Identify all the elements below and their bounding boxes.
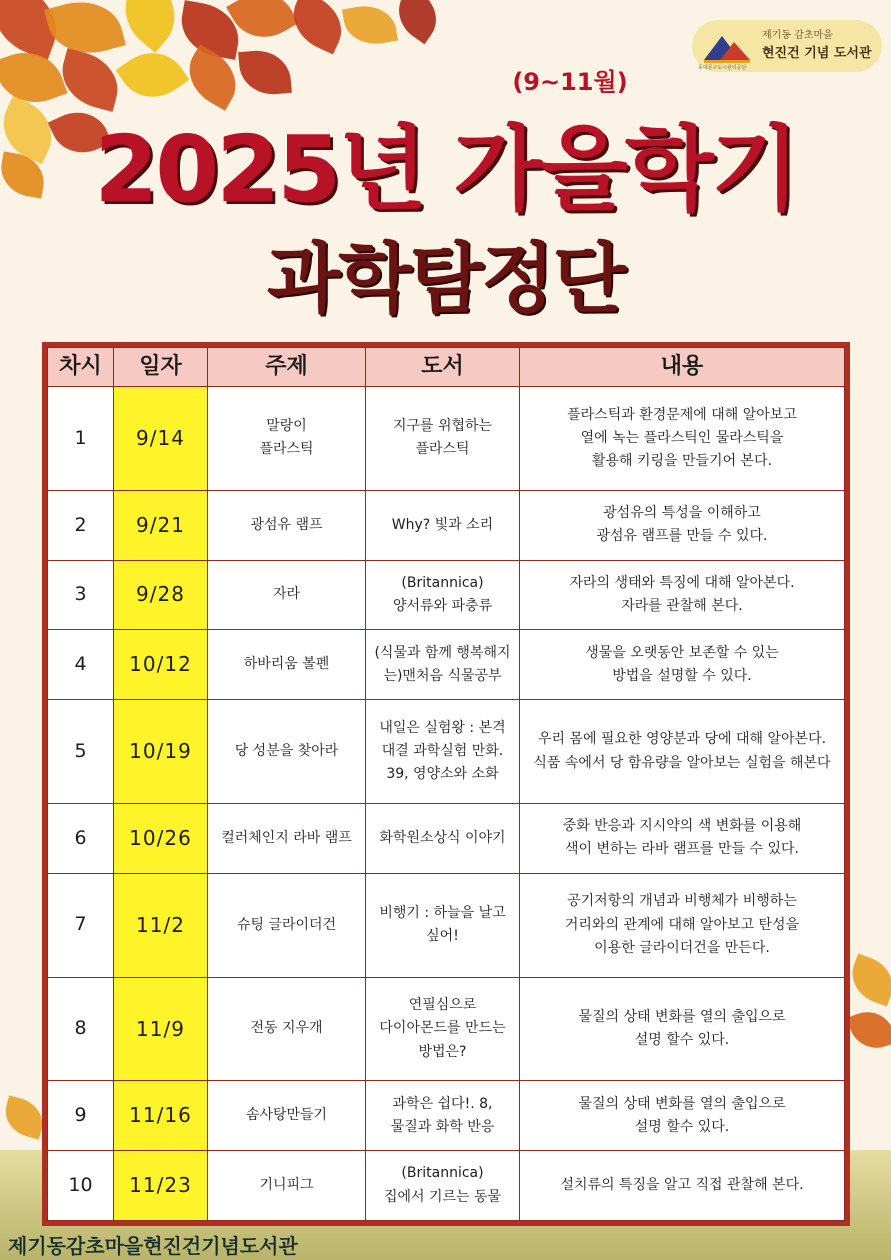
session-date: 9/14 [114, 387, 208, 491]
session-book-line: 지구를 위협하는 [392, 418, 493, 435]
leaf [845, 954, 891, 1007]
library-logo [692, 14, 882, 72]
header-date: 일자 [114, 348, 208, 387]
session-number: 4 [48, 630, 114, 700]
session-date: 10/26 [114, 803, 208, 873]
session-content [520, 560, 845, 630]
session-content-line: 광섬유 램프를 만들 수 있다. [596, 528, 768, 545]
session-date: 11/16 [114, 1081, 208, 1151]
session-book [366, 630, 520, 700]
session-content-line: 물질의 상태 변화를 열의 출입으로 [578, 1095, 786, 1112]
session-date: 11/2 [114, 873, 208, 977]
logo-title: 현진건 기념 도서관 [762, 46, 872, 61]
session-content-line: 플라스틱과 환경문제에 대해 알아보고 [567, 406, 797, 423]
session-content [520, 700, 845, 804]
table-row [48, 387, 845, 491]
session-topic [208, 387, 366, 491]
session-content-line: 방법을 설명할 수 있다. [612, 667, 752, 684]
schedule-table [42, 342, 850, 1226]
table-row [48, 1081, 845, 1151]
table-row [48, 560, 845, 630]
header-content: 내용 [520, 348, 845, 387]
session-date: 9/28 [114, 560, 208, 630]
session-content-line: 자라를 관찰해 본다. [621, 597, 743, 614]
session-number: 8 [48, 977, 114, 1081]
table-row [48, 490, 845, 560]
session-content-line: 생물을 오랫동안 보존할 수 있는 [585, 644, 779, 661]
program-title: 과학탐정단 [266, 234, 625, 323]
session-book-line: (식물과 함께 행복해지 [374, 644, 511, 661]
session-topic [208, 1151, 366, 1221]
session-number: 2 [48, 490, 114, 560]
session-content-line: 설치류의 특징을 알고 직접 관찰해 본다. [560, 1177, 804, 1194]
table-header-row [48, 348, 845, 387]
leaf [283, 0, 352, 55]
session-book [366, 490, 520, 560]
session-topic-line: 말랑이 [266, 418, 307, 435]
session-topic [208, 977, 366, 1081]
session-topic-line: 기니피그 [259, 1177, 314, 1194]
session-number: 6 [48, 803, 114, 873]
session-content-line: 활용해 키링을 만들기어 본다. [591, 452, 773, 469]
session-book-line: 내일은 실험왕 : 본격 [379, 719, 506, 736]
session-date: 11/9 [114, 977, 208, 1081]
session-book-line: (Britannica) [401, 574, 484, 591]
table-row [48, 1151, 845, 1221]
session-date: 11/23 [114, 1151, 208, 1221]
session-content [520, 873, 845, 977]
session-book-line: 플라스틱 [415, 441, 470, 458]
session-topic-line: 플라스틱 [259, 441, 314, 458]
session-content [520, 630, 845, 700]
session-topic-line: 당 성분을 찾아라 [234, 742, 339, 759]
session-content [520, 803, 845, 873]
session-book [366, 803, 520, 873]
session-number: 9 [48, 1081, 114, 1151]
session-topic [208, 1081, 366, 1151]
header-session: 차시 [48, 348, 114, 387]
session-book-line: 대결 과학실험 만화. [381, 742, 504, 759]
session-content [520, 1081, 845, 1151]
session-topic-line: 솜사탕만들기 [245, 1107, 328, 1124]
page-title: 2025년 가을학기 [94, 116, 797, 223]
session-content-line: 설명 할수 있다. [634, 1118, 730, 1135]
session-topic-line: 자라 [272, 586, 301, 603]
session-book-line: 양서류와 파충류 [392, 597, 493, 614]
leaf [846, 1004, 891, 1055]
session-book-line: 물질과 화학 반응 [390, 1118, 495, 1135]
session-content [520, 387, 845, 491]
session-content-line: 설명 할수 있다. [634, 1032, 730, 1048]
session-content-line: 이용한 글라이더건을 만든다. [594, 939, 770, 956]
session-book-line: (Britannica) [401, 1165, 484, 1182]
session-book-line: 는)맨처음 식물공부 [383, 667, 502, 684]
session-book-line: 방법은? [418, 1043, 467, 1060]
session-book [366, 977, 520, 1081]
session-topic-line: 슈팅 글라이더건 [236, 916, 337, 933]
session-book [366, 1151, 520, 1221]
session-book-line: Why? 빛과 소리 [391, 516, 494, 533]
session-content [520, 1151, 845, 1221]
session-content-line: 자라의 생태와 특징에 대해 알아본다. [569, 574, 795, 591]
session-topic [208, 490, 366, 560]
session-number: 7 [48, 873, 114, 977]
table-row [48, 803, 845, 873]
session-book [366, 387, 520, 491]
session-content [520, 977, 845, 1081]
session-topic-line: 전동 지우개 [250, 1020, 323, 1037]
session-book-line: 비행기 : 하늘을 날고 [379, 905, 506, 922]
leaf [0, 1095, 48, 1139]
leaf [238, 48, 292, 97]
session-content-line: 공기저항의 개념과 비행체가 비행하는 [567, 893, 797, 910]
session-book-line: 화학원소상식 이야기 [379, 829, 506, 846]
session-topic [208, 873, 366, 977]
session-book-line: 39, 영양소와 소화 [386, 766, 499, 783]
session-date: 9/21 [114, 490, 208, 560]
period-label: (9~11월) [512, 68, 628, 96]
session-book-line: 연필심으로 [408, 997, 477, 1014]
session-topic-line: 컬러체인지 라바 램프 [221, 829, 352, 846]
session-topic-line: 광섬유 램프 [250, 516, 323, 533]
session-content-line: 우리 몸에 필요한 영양분과 당에 대해 알아본다. [537, 731, 827, 748]
session-number: 5 [48, 700, 114, 804]
table-row [48, 700, 845, 804]
session-content-line: 물질의 상태 변화를 열의 출입으로 [578, 1008, 786, 1025]
session-content-line: 열에 녹는 플라스틱인 물라스틱을 [580, 429, 784, 446]
session-content-line: 색이 변하는 라바 램프를 만들 수 있다. [564, 841, 799, 858]
session-book [366, 700, 520, 804]
session-topic [208, 803, 366, 873]
mountain-logo-icon [700, 28, 756, 68]
session-content-line: 광섬유의 특성을 이해하고 [603, 505, 761, 522]
session-book-line: 과학은 쉽다!. 8, [392, 1095, 493, 1112]
session-number: 1 [48, 387, 114, 491]
table-row [48, 873, 845, 977]
leaf [342, 1, 398, 49]
logo-subtitle: 제기동 감초마을 [762, 30, 833, 41]
session-content-line: 중화 반응과 지시약의 색 변화를 이용해 [562, 818, 802, 835]
session-topic [208, 700, 366, 804]
header-book: 도서 [366, 348, 520, 387]
session-number: 3 [48, 560, 114, 630]
session-date: 10/12 [114, 630, 208, 700]
session-book-line: 집에서 기르는 동물 [383, 1188, 502, 1205]
session-content [520, 490, 845, 560]
table-row [48, 630, 845, 700]
session-book-line: 다이아몬드를 만드는 [379, 1020, 506, 1037]
session-book [366, 560, 520, 630]
session-book [366, 873, 520, 977]
session-date: 10/19 [114, 700, 208, 804]
session-topic [208, 560, 366, 630]
session-content-line: 식품 속에서 당 함유량을 알아보는 실험을 해본다 [533, 754, 831, 771]
session-book-line: 싶어! [426, 928, 459, 945]
logo-small-text: 동대문구도시관리공단 [698, 65, 747, 71]
table-body [48, 387, 845, 1221]
session-book [366, 1081, 520, 1151]
header-topic: 주제 [208, 348, 366, 387]
session-content-line: 거리와의 관계에 대해 알아보고 탄성을 [564, 916, 800, 933]
session-number: 10 [48, 1151, 114, 1221]
session-topic-line: 하바리움 볼펜 [243, 656, 330, 673]
session-topic [208, 630, 366, 700]
table-row [48, 977, 845, 1081]
footer-library-name: 제기동감초마을현진건기념도서관 [8, 1234, 298, 1258]
